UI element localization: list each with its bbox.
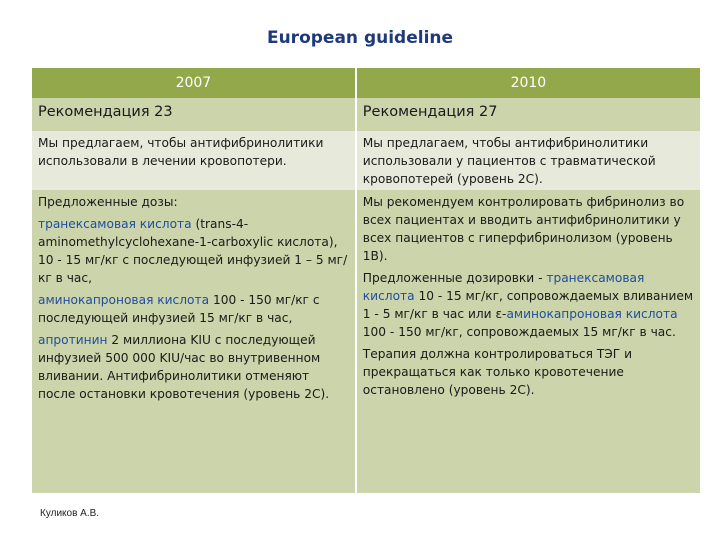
doses-2010-cell: [357, 190, 700, 493]
aca-link-2010: аминокапроновая кислота: [506, 307, 678, 321]
header-row: [32, 68, 700, 98]
recommendation-2010: Рекомендация 27: [357, 98, 700, 131]
column-header-2010: 2010: [357, 68, 700, 98]
suggestion-2007: Мы предлагаем, чтобы антифибринолитики использовали в лечении кровопотери.: [32, 131, 357, 190]
dosing-paragraph-2010: [363, 269, 694, 341]
aprotinin-link-2007: апротинин: [38, 333, 108, 347]
column-header-2007: 2007: [32, 68, 357, 98]
comparison-table: [32, 68, 700, 493]
recommend-monitoring-2010: Мы рекомендуем контролировать фибринолиз во всех пациентах и вводить антифибринолитики у всех пациентов с гиперфибринолизом (уровень 1В).: [362, 195, 685, 263]
txa-paragraph-2007: [38, 215, 349, 287]
txa-link-2010: транексамовая кислота: [362, 271, 645, 303]
dosing-prefix-2010: Предложенные дозировки -: [362, 271, 547, 285]
txa-dose-2010: 10 - 15 мг/кг, сопровождаемых вливанием 1 - 5 мг/кг в час или ε-: [362, 289, 694, 321]
page-title: European guideline: [266, 28, 454, 48]
aca-dose-2010: 100 - 150 мг/кг, сопровождаемых 15 мг/кг в час.: [362, 325, 676, 339]
table-row: [32, 190, 700, 493]
table-row: [32, 98, 700, 131]
aca-link-2007: аминокапроновая кислота: [38, 293, 210, 307]
doses-heading: Предложенные дозы:: [38, 195, 178, 209]
doses-2007-cell: [32, 190, 357, 493]
txa-link-2007: транексамовая кислота: [38, 217, 192, 231]
suggestion-2010: Мы предлагаем, чтобы антифибринолитики использовали у пациентов с травматической кровопотерей (уровень 2С).: [357, 131, 700, 190]
txa-dose-2007: (trans-4-aminomethylcyclohexane-1-carboxylic кислота), 10 - 15 мг/кг с последующей инфузией 1 – 5 мг/кг в час,: [38, 217, 348, 285]
aprotinin-paragraph-2007: [38, 331, 349, 403]
therapy-paragraph-2010: Терапия должна контролироваться ТЭГ и прекращаться как только кровотечение остановлено (уровень 2С).: [362, 347, 633, 397]
table-row: [32, 131, 700, 190]
aca-dose-2007: 100 - 150 мг/кг с последующей инфузией 15 мг/кг в час,: [38, 293, 320, 325]
recommendation-2007: Рекомендация 23: [32, 98, 357, 131]
aprotinin-dose-2007: 2 миллиона KIU с последующей инфузией 500 000 KIU/час во внутривенном вливании. Антифибринолитики отменяют после остановки кровотечения (уровень 2С).: [38, 333, 330, 401]
author-footer: Куликов А.В.: [40, 508, 100, 519]
aca-paragraph-2007: [38, 291, 349, 327]
